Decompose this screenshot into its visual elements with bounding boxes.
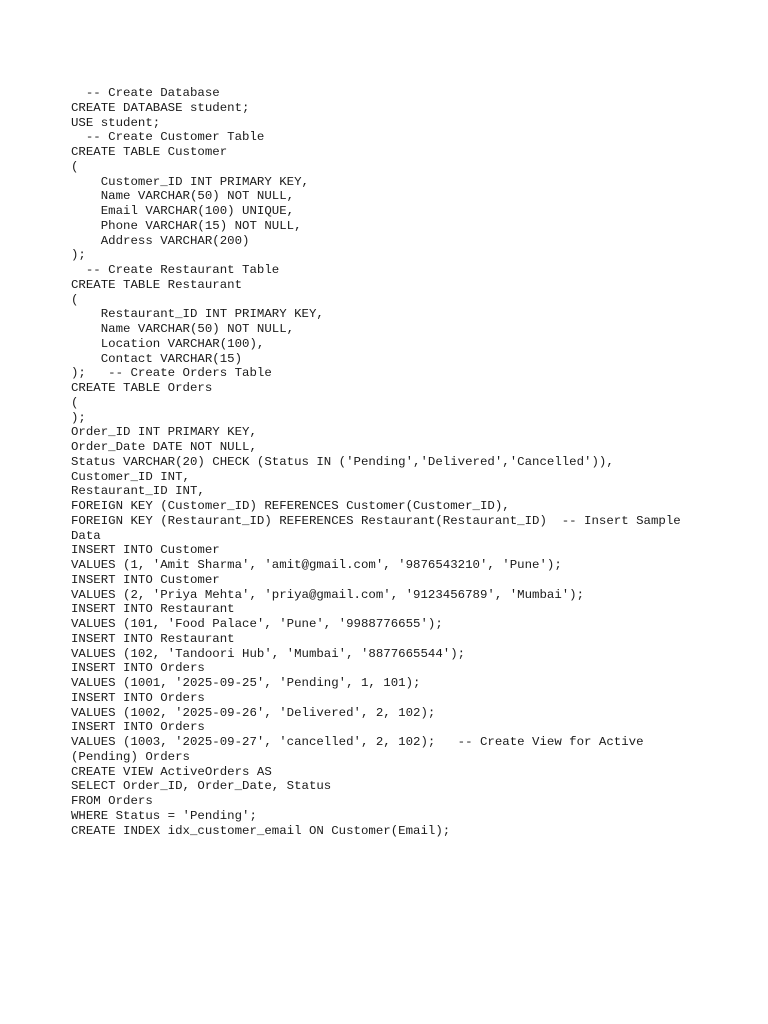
code-line: -- Create Restaurant Table xyxy=(71,263,280,277)
code-line: CREATE TABLE Orders xyxy=(71,381,213,395)
code-line: INSERT INTO Customer xyxy=(71,543,220,558)
code-line: FROM Orders xyxy=(71,794,153,808)
code-line: VALUES (1002, '2025-09-26', 'Delivered', 2, 102); xyxy=(71,705,436,720)
code-line: WHERE Status = 'Pending'; xyxy=(71,808,257,823)
code-line: INSERT INTO Orders xyxy=(71,661,205,676)
code-line: -- Create Customer Table xyxy=(71,130,265,145)
code-line: Name VARCHAR(50) NOT NULL, xyxy=(71,189,295,204)
code-line: Restaurant_ID INT PRIMARY KEY, xyxy=(71,307,324,322)
code-line: CREATE INDEX idx_customer_email ON Customer(Email); xyxy=(71,823,451,838)
code-line: INSERT INTO Orders xyxy=(71,690,205,705)
code-line: ( xyxy=(71,292,79,307)
code-line: Order_Date DATE NOT NULL, xyxy=(71,440,257,454)
code-line: (Pending) Orders xyxy=(71,749,190,764)
code-line: Data xyxy=(71,528,101,543)
code-line: ); xyxy=(71,248,86,263)
code-line: FOREIGN KEY (Customer_ID) REFERENCES Customer(Customer_ID), xyxy=(71,499,510,513)
code-line: INSERT INTO Customer xyxy=(71,572,220,587)
sql-code-block xyxy=(71,86,751,838)
code-line: -- Create Database xyxy=(71,86,220,100)
code-line: Status VARCHAR(20) CHECK (Status IN ('Pending','Delivered','Cancelled')), xyxy=(71,454,614,469)
code-line: VALUES (1003, '2025-09-27', 'cancelled', 2, 102); -- Create View for Active xyxy=(71,735,644,749)
code-line: VALUES (102, 'Tandoori Hub', 'Mumbai', '8877665544'); xyxy=(71,646,466,661)
code-line: Location VARCHAR(100), xyxy=(71,336,265,351)
code-line: Contact VARCHAR(15) xyxy=(71,351,243,366)
code-line: Phone VARCHAR(15) NOT NULL, xyxy=(71,218,302,233)
code-line: VALUES (1001, '2025-09-25', 'Pending', 1, 101); xyxy=(71,676,421,690)
code-line: ( xyxy=(71,159,79,174)
code-line: VALUES (2, 'Priya Mehta', 'priya@gmail.com', '9123456789', 'Mumbai'); xyxy=(71,587,585,602)
code-line: INSERT INTO Restaurant xyxy=(71,602,235,617)
code-line: Order_ID INT PRIMARY KEY, xyxy=(71,425,257,440)
code-line: FOREIGN KEY (Restaurant_ID) REFERENCES Restaurant(Restaurant_ID) -- Insert Sample xyxy=(71,513,681,528)
code-line: CREATE TABLE Restaurant xyxy=(71,277,243,292)
code-line: ( xyxy=(71,395,79,410)
code-line: Restaurant_ID INT, xyxy=(71,484,205,499)
code-line: VALUES (101, 'Food Palace', 'Pune', '9988776655'); xyxy=(71,617,443,631)
code-line: INSERT INTO Orders xyxy=(71,720,205,735)
code-line: CREATE VIEW ActiveOrders AS xyxy=(71,764,272,779)
code-line: ); -- Create Orders Table xyxy=(71,366,272,381)
code-line: SELECT Order_ID, Order_Date, Status xyxy=(71,779,332,794)
code-line: CREATE TABLE Customer xyxy=(71,145,228,159)
code-line: Address VARCHAR(200) xyxy=(71,233,250,248)
code-line: USE student; xyxy=(71,115,161,130)
code-line: ); xyxy=(71,410,86,425)
code-line: CREATE DATABASE student; xyxy=(71,100,250,115)
code-line: Customer_ID INT, xyxy=(71,469,190,484)
code-line: Email VARCHAR(100) UNIQUE, xyxy=(71,204,295,218)
code-line: VALUES (1, 'Amit Sharma', 'amit@gmail.com', '9876543210', 'Pune'); xyxy=(71,558,562,572)
code-line: Customer_ID INT PRIMARY KEY, xyxy=(71,174,309,189)
code-line: Name VARCHAR(50) NOT NULL, xyxy=(71,322,295,336)
code-line: INSERT INTO Restaurant xyxy=(71,631,235,646)
